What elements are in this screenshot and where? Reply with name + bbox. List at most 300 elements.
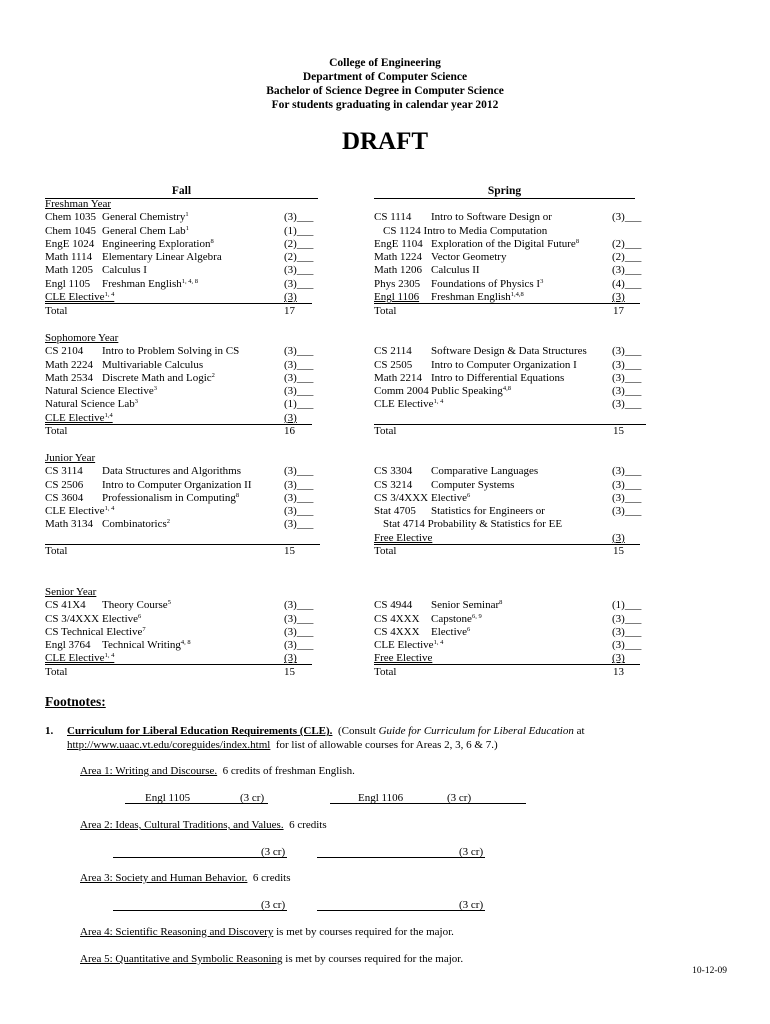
footnote-ref: 1,4 bbox=[104, 411, 113, 419]
course-title: General Chemistry$^1$ bbox=[102, 211, 189, 224]
sophomore-fall-course-row bbox=[45, 398, 320, 411]
course-title: Discrete Math and Logic$^2$ bbox=[102, 371, 215, 384]
course-name bbox=[374, 478, 515, 492]
course-title: Intro to Computer Organization II bbox=[102, 478, 252, 491]
area-3-blank-b-credits: (3 cr) bbox=[459, 899, 484, 911]
course-name bbox=[374, 505, 545, 518]
sophomore-fall-course-row bbox=[45, 345, 320, 358]
credit-hours: (3)___ bbox=[612, 398, 642, 411]
credit-hours: (3)___ bbox=[612, 465, 642, 478]
course-title: Freshman English$^{1, 4, 8}$ bbox=[102, 277, 198, 290]
course-name bbox=[374, 358, 577, 372]
course-code: CS 2506 bbox=[45, 478, 84, 491]
freshman-spring-course-row bbox=[374, 238, 646, 251]
course-code: CLE Elective bbox=[45, 291, 105, 304]
credit-hours: (3)___ bbox=[284, 625, 314, 638]
sophomore-fall-total-value: 16 bbox=[284, 425, 295, 437]
course-code: CS 3/4XXX bbox=[45, 612, 100, 625]
course-title: Computer Systems bbox=[431, 478, 515, 491]
area-2-blank-a[interactable] bbox=[113, 845, 287, 858]
freshman-spring-total-label: Total bbox=[374, 305, 397, 317]
course-title: Professionalism in Computing$^8$ bbox=[102, 491, 240, 504]
course-name bbox=[374, 491, 471, 505]
course-title: Public Speaking$^{4,8}$ bbox=[431, 385, 511, 398]
header-college: College of Engineering bbox=[329, 57, 441, 69]
course-code: Phys 2305 bbox=[374, 277, 421, 290]
freshman-fall-course-row bbox=[45, 251, 320, 264]
sophomore-spring-course-row bbox=[374, 345, 646, 358]
area-2-blank-b[interactable] bbox=[317, 845, 485, 858]
area-1-blank-b-course: Engl 1106 bbox=[358, 792, 404, 804]
sophomore-spring-course-row bbox=[374, 385, 646, 398]
credit-hours: (3) bbox=[284, 652, 297, 665]
footnotes-title: Footnotes: bbox=[45, 694, 106, 709]
credit-hours: (3)___ bbox=[612, 612, 642, 625]
course-name bbox=[45, 264, 147, 277]
junior-fall-course-row bbox=[45, 505, 320, 518]
footnote-ref: 6 bbox=[467, 625, 471, 633]
area-1 bbox=[80, 764, 355, 778]
senior-year-label: Senior Year bbox=[45, 586, 97, 598]
course-code: CS 3304 bbox=[374, 465, 413, 478]
sophomore-year-label: Sophomore Year bbox=[45, 332, 119, 344]
course-name bbox=[45, 277, 198, 291]
freshman-spring-course-row bbox=[374, 264, 646, 277]
credit-hours: (2)___ bbox=[284, 237, 314, 250]
credit-hours: (1)___ bbox=[284, 224, 314, 237]
course-code: CS 4944 bbox=[374, 599, 413, 612]
footnote-1-text bbox=[67, 724, 687, 752]
junior-spring-total-value: 15 bbox=[613, 545, 624, 557]
footnote-ref: 5 bbox=[167, 599, 171, 607]
freshman-fall-course-row bbox=[45, 238, 320, 251]
header-degree: Bachelor of Science Degree in Computer Science bbox=[266, 85, 504, 97]
junior-spring-semester bbox=[374, 465, 646, 545]
credit-hours: (3) bbox=[284, 291, 297, 304]
senior-spring-course-row bbox=[374, 652, 646, 665]
course-title: Senior Seminar$^8$ bbox=[431, 599, 503, 612]
area-2-text: 6 credits bbox=[289, 819, 327, 831]
course-code: Free Elective bbox=[374, 652, 433, 665]
course-title: Elementary Linear Algebra bbox=[102, 251, 222, 264]
footnote-ref: 6, 9 bbox=[471, 612, 482, 620]
junior-spring-course-row bbox=[374, 465, 646, 478]
footnote-ref: 7 bbox=[142, 625, 146, 633]
course-title: Capstone$^{6, 9}$ bbox=[431, 612, 482, 625]
course-title: Calculus I bbox=[102, 264, 147, 277]
course-name bbox=[45, 505, 114, 518]
area-3 bbox=[80, 871, 290, 885]
course-title: Theory Course$^5$ bbox=[102, 599, 171, 612]
junior-fall-total-value: 15 bbox=[284, 545, 295, 557]
footnote-ref: 1, 4, 8 bbox=[181, 277, 198, 285]
footnote-1-heading: Curriculum for Liberal Education Requirements (CLE). bbox=[67, 725, 333, 737]
senior-spring-total-value: 13 bbox=[613, 666, 624, 678]
area-5-text: is met by courses required for the major. bbox=[285, 953, 464, 965]
credit-hours: (3)___ bbox=[284, 599, 314, 612]
sophomore-spring-total-label: Total bbox=[374, 425, 397, 437]
sophomore-fall-total-label: Total bbox=[45, 425, 68, 437]
footnote-ref: 8 bbox=[235, 491, 240, 499]
course-code: Comm 2004 bbox=[374, 385, 429, 398]
junior-fall-course-row bbox=[45, 492, 320, 505]
credit-hours: (3)___ bbox=[284, 518, 314, 531]
area-2-blank-b-credits: (3 cr) bbox=[459, 846, 484, 858]
course-code: Natural Science Elective bbox=[45, 385, 154, 398]
footnote-ref: 1, 4 bbox=[433, 398, 444, 406]
credit-hours: (3)___ bbox=[284, 465, 314, 478]
credit-hours: (3) bbox=[612, 291, 625, 304]
footnote-ref: 8 bbox=[575, 237, 580, 245]
credit-hours: (3)___ bbox=[612, 639, 642, 652]
course-code: CLE Elective bbox=[374, 639, 434, 652]
sophomore-fall-semester bbox=[45, 345, 320, 425]
senior-fall-course-row bbox=[45, 626, 320, 639]
spring-column-header: Spring bbox=[374, 185, 635, 199]
credit-hours: (3)___ bbox=[612, 625, 642, 638]
senior-fall-total-label: Total bbox=[45, 666, 68, 678]
sophomore-spring-semester bbox=[374, 345, 646, 411]
course-name bbox=[45, 465, 242, 478]
area-2-label: Area 2: Ideas, Cultural Traditions, and Values. bbox=[80, 819, 284, 831]
junior-spring-course-row bbox=[374, 479, 646, 492]
credit-hours: (3)___ bbox=[612, 358, 642, 371]
area-2-blank-a-credits: (3 cr) bbox=[261, 846, 286, 858]
credit-hours: (3) bbox=[612, 652, 625, 665]
credit-hours: (2)___ bbox=[612, 237, 642, 250]
junior-spring-course-row bbox=[374, 518, 646, 531]
senior-fall-course-row bbox=[45, 613, 320, 626]
course-title: Multivariable Calculus bbox=[102, 358, 204, 371]
area-1-label: Area 1: Writing and Discourse. bbox=[80, 765, 218, 777]
freshman-year-label: Freshman Year bbox=[45, 198, 111, 210]
credit-hours: (4)___ bbox=[612, 277, 642, 290]
junior-spring-total-label: Total bbox=[374, 545, 397, 557]
footnote-ref: 1 bbox=[185, 224, 189, 232]
footnote-ref: 1, 4 bbox=[433, 639, 444, 647]
course-name bbox=[45, 358, 204, 372]
course-name bbox=[374, 211, 552, 224]
course-code: Stat 4705 bbox=[374, 505, 416, 518]
course-code: CS 2505 bbox=[374, 358, 413, 371]
credit-hours: (3)___ bbox=[284, 505, 314, 518]
course-underline bbox=[374, 664, 640, 665]
course-name bbox=[45, 251, 222, 264]
footnote-1-url-link[interactable]: http://www.uaac.vt.edu/coreguides/index.html bbox=[67, 739, 271, 751]
junior-fall-semester bbox=[45, 465, 320, 531]
credit-hours: (3)___ bbox=[284, 639, 314, 652]
area-3-blank-a-credits: (3 cr) bbox=[261, 899, 286, 911]
course-name bbox=[45, 612, 142, 626]
course-title: Comparative Languages bbox=[431, 465, 539, 478]
course-title: Elective$^6$ bbox=[431, 625, 471, 638]
course-code: CLE Elective bbox=[45, 505, 105, 518]
footnote-ref: 8 bbox=[210, 237, 214, 245]
freshman-fall-semester bbox=[45, 211, 320, 304]
section-divider bbox=[45, 544, 320, 545]
course-code: Math 1206 bbox=[374, 264, 422, 277]
area-1-blank-a[interactable] bbox=[125, 791, 268, 804]
sophomore-spring-course-row bbox=[374, 398, 646, 411]
course-name bbox=[45, 478, 252, 492]
credit-hours: (3)___ bbox=[612, 345, 642, 358]
area-1-text: 6 credits of freshman English. bbox=[222, 765, 355, 777]
credit-hours: (3)___ bbox=[284, 385, 314, 398]
course-code: Engl 3764 bbox=[45, 639, 91, 652]
course-title: Vector Geometry bbox=[431, 251, 507, 264]
course-code: Math 1205 bbox=[45, 264, 93, 277]
course-name bbox=[374, 385, 511, 398]
freshman-fall-course-row bbox=[45, 278, 320, 291]
course-code: Engl 1106 bbox=[374, 291, 420, 304]
credit-hours: (3)___ bbox=[284, 358, 314, 371]
area-3-text: 6 credits bbox=[252, 872, 291, 884]
area-3-blank-b[interactable] bbox=[317, 898, 485, 911]
sophomore-spring-course-row bbox=[374, 359, 646, 372]
footnote-ref: 3 bbox=[153, 385, 157, 393]
footnote-1-text-c: for list of allowable courses for Areas 2, 3, 6 & 7.) bbox=[275, 739, 498, 751]
senior-spring-total-label: Total bbox=[374, 666, 397, 678]
credit-hours: (1)___ bbox=[284, 398, 314, 411]
course-code: Free Elective bbox=[374, 531, 433, 544]
course-code: Chem 1035 bbox=[45, 211, 97, 224]
course-code: Math 3134 bbox=[45, 518, 93, 531]
area-1-blank-a-course: Engl 1105 bbox=[145, 792, 191, 804]
course-title: Foundations of Physics $I^3$ bbox=[431, 277, 544, 290]
area-2 bbox=[80, 818, 327, 832]
course-name bbox=[374, 625, 471, 639]
section-divider bbox=[374, 424, 646, 425]
freshman-spring-course-row bbox=[374, 251, 646, 264]
course-title: Stat 4714 Probability & Statistics for EE bbox=[383, 518, 563, 531]
sophomore-fall-course-row bbox=[45, 359, 320, 372]
sophomore-spring-course-row bbox=[374, 372, 646, 385]
course-code: CS 4XXX bbox=[374, 625, 420, 638]
course-code: CLE Elective bbox=[45, 652, 105, 665]
course-code: CLE Elective bbox=[374, 398, 434, 411]
course-code: CS 2114 bbox=[374, 345, 412, 358]
senior-fall-total-value: 15 bbox=[284, 666, 295, 678]
course-name bbox=[45, 345, 240, 358]
course-title: Combinatorics$^2$ bbox=[102, 518, 171, 531]
course-underline bbox=[374, 303, 640, 304]
credit-hours: (3)___ bbox=[612, 211, 642, 224]
credit-hours: (3)___ bbox=[284, 371, 314, 384]
area-3-label: Area 3: Society and Human Behavior. bbox=[80, 872, 248, 884]
freshman-spring-course-row bbox=[374, 225, 646, 238]
course-title: Elective$^6$ bbox=[431, 491, 471, 504]
freshman-spring-course-row bbox=[374, 291, 646, 304]
course-code: Math 1224 bbox=[374, 251, 422, 264]
course-name bbox=[45, 385, 157, 398]
course-title: Intro to Differential Equations bbox=[431, 371, 565, 384]
senior-spring-course-row bbox=[374, 599, 646, 612]
course-code: Chem 1045 bbox=[45, 224, 97, 237]
sophomore-fall-course-row bbox=[45, 372, 320, 385]
header-department: Department of Computer Science bbox=[302, 71, 468, 83]
course-name bbox=[45, 371, 215, 385]
course-code: CS 3/4XXX bbox=[374, 491, 429, 504]
footnote-ref: 4, 8 bbox=[180, 639, 191, 647]
junior-spring-course-row bbox=[374, 505, 646, 518]
footnote-ref: 1 bbox=[185, 211, 189, 219]
freshman-spring-total-value: 17 bbox=[613, 305, 624, 317]
area-4 bbox=[80, 925, 454, 939]
course-title: Intro to Problem Solving in CS bbox=[102, 345, 240, 358]
course-name bbox=[45, 599, 171, 612]
senior-spring-course-row bbox=[374, 613, 646, 626]
freshman-fall-course-row bbox=[45, 291, 320, 304]
footnote-ref: 4,8 bbox=[502, 385, 511, 393]
footnote-1-text-a: (Consult bbox=[337, 725, 379, 737]
course-name bbox=[374, 612, 482, 626]
senior-spring-semester bbox=[374, 599, 646, 665]
senior-spring-course-row bbox=[374, 639, 646, 652]
freshman-spring-course-row bbox=[374, 278, 646, 291]
course-name bbox=[45, 626, 146, 639]
course-title: CS 1124 Intro to Media Computation bbox=[383, 224, 548, 237]
credit-hours: (3)___ bbox=[612, 478, 642, 491]
footnote-ref: 1, 4 bbox=[104, 505, 115, 513]
course-title: Software Design & Data Structures bbox=[431, 345, 587, 358]
course-code: CS 3214 bbox=[374, 478, 413, 491]
credit-hours: (1)___ bbox=[612, 599, 642, 612]
course-name bbox=[374, 251, 507, 264]
course-code: Engl 1105 bbox=[45, 277, 91, 290]
credit-hours: (3)___ bbox=[284, 612, 314, 625]
course-name bbox=[45, 639, 191, 652]
course-code: Math 2534 bbox=[45, 371, 93, 384]
course-name bbox=[45, 491, 240, 505]
course-code: Math 2214 bbox=[374, 371, 422, 384]
course-code: EngE 1024 bbox=[45, 237, 95, 250]
course-underline bbox=[45, 664, 312, 665]
course-underline bbox=[45, 303, 312, 304]
junior-year-label: Junior Year bbox=[45, 452, 96, 464]
course-name bbox=[45, 518, 171, 531]
footnote-ref: 3 bbox=[134, 398, 139, 406]
freshman-fall-total-label: Total bbox=[45, 305, 68, 317]
credit-hours: (3) bbox=[284, 411, 297, 424]
course-underline bbox=[374, 544, 640, 545]
course-code: Math 2224 bbox=[45, 358, 93, 371]
junior-spring-course-row bbox=[374, 532, 646, 545]
course-title: Data Structures and Algorithms bbox=[102, 465, 242, 478]
junior-fall-course-row bbox=[45, 479, 320, 492]
credit-hours: (3) bbox=[612, 531, 625, 544]
footnote-ref: 6 bbox=[467, 491, 471, 499]
course-title: Exploration of the Digital Future$^8$ bbox=[431, 237, 580, 250]
course-code: Natural Science Lab bbox=[45, 398, 135, 411]
course-name bbox=[45, 224, 189, 238]
credit-hours: (3)___ bbox=[612, 371, 642, 384]
freshman-fall-course-row bbox=[45, 225, 320, 238]
course-name bbox=[374, 277, 544, 291]
freshman-spring-course-row bbox=[374, 211, 646, 224]
course-title: Intro to Computer Organization I bbox=[431, 358, 577, 371]
course-code: CS 41X4 bbox=[45, 599, 86, 612]
course-name bbox=[45, 237, 214, 251]
freshman-fall-course-row bbox=[45, 264, 320, 277]
credit-hours: (2)___ bbox=[612, 251, 642, 264]
course-name bbox=[374, 237, 580, 251]
junior-fall-course-row bbox=[45, 465, 320, 478]
course-name bbox=[374, 465, 539, 478]
course-code: CS 4XXX bbox=[374, 612, 420, 625]
course-code: CS 3114 bbox=[45, 465, 83, 478]
credit-hours: (3)___ bbox=[284, 277, 314, 290]
area-1-blank-b-credits: (3 cr) bbox=[447, 792, 472, 804]
course-title: Freshman English$^{1,4,8}$ bbox=[431, 291, 524, 304]
area-3-blank-a[interactable] bbox=[113, 898, 287, 911]
course-name bbox=[374, 599, 503, 612]
freshman-fall-total-value: 17 bbox=[284, 305, 295, 317]
footnote-ref: 1,4,8 bbox=[510, 291, 524, 299]
draft-title: DRAFT bbox=[341, 128, 429, 155]
course-code: CS 2104 bbox=[45, 345, 84, 358]
course-title: Elective$^6$ bbox=[102, 612, 142, 625]
course-code: CS 3604 bbox=[45, 491, 84, 504]
course-code: Math 1114 bbox=[45, 251, 93, 264]
area-1-blank-b[interactable] bbox=[330, 791, 526, 804]
course-code: CS Technical Elective bbox=[45, 625, 143, 638]
revision-date: 10-12-09 bbox=[692, 966, 727, 976]
junior-fall-total-label: Total bbox=[45, 545, 68, 557]
course-code: CS 1114 bbox=[374, 211, 412, 224]
course-title: Engineering Exploration$^8$ bbox=[102, 237, 214, 250]
course-title: Intro to Software Design or bbox=[431, 211, 552, 224]
course-underline bbox=[45, 424, 312, 425]
credit-hours: (3)___ bbox=[284, 211, 314, 224]
area-5 bbox=[80, 952, 463, 966]
course-name bbox=[374, 264, 480, 277]
course-name bbox=[374, 639, 443, 652]
fall-column-header: Fall bbox=[45, 185, 318, 199]
sophomore-fall-course-row bbox=[45, 412, 320, 425]
footnote-ref: 1, 4 bbox=[104, 291, 115, 299]
credit-hours: (3)___ bbox=[612, 264, 642, 277]
credit-hours: (3)___ bbox=[612, 491, 642, 504]
footnote-ref: 3 bbox=[540, 277, 544, 285]
footnote-ref: 2 bbox=[211, 371, 215, 379]
senior-spring-course-row bbox=[374, 626, 646, 639]
course-name bbox=[374, 398, 443, 411]
course-name bbox=[374, 371, 565, 385]
area-4-label: Area 4: Scientific Reasoning and Discovery bbox=[80, 926, 274, 938]
course-name bbox=[45, 211, 189, 224]
course-title: Technical Writing$^{4, 8}$ bbox=[102, 639, 191, 652]
credit-hours: (3)___ bbox=[284, 491, 314, 504]
junior-fall-course-row bbox=[45, 518, 320, 531]
footnote-1-number: 1. bbox=[45, 725, 54, 737]
area-4-text: is met by courses required for the major. bbox=[276, 926, 454, 938]
credit-hours: (3)___ bbox=[612, 385, 642, 398]
course-title: Statistics for Engineers or bbox=[431, 505, 545, 518]
senior-fall-course-row bbox=[45, 652, 320, 665]
course-name bbox=[374, 225, 547, 238]
footnote-ref: 6 bbox=[138, 612, 142, 620]
footnote-1-guide: Guide for Curriculum for Liberal Education bbox=[378, 725, 574, 737]
course-title: Calculus II bbox=[431, 264, 480, 277]
senior-fall-course-row bbox=[45, 639, 320, 652]
header-graduation-year: For students graduating in calendar year 2012 bbox=[271, 99, 499, 111]
credit-hours: (3)___ bbox=[284, 264, 314, 277]
footnote-ref: 1, 4 bbox=[104, 652, 115, 660]
course-code: CLE Elective bbox=[45, 411, 105, 424]
course-name bbox=[374, 518, 562, 531]
footnote-ref: 8 bbox=[499, 599, 503, 607]
credit-hours: (3)___ bbox=[284, 478, 314, 491]
